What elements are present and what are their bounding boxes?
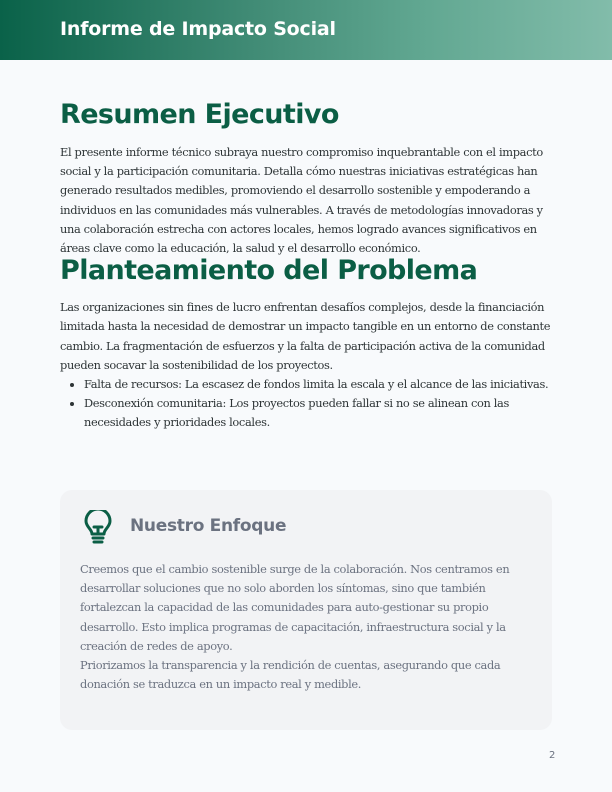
callout-paragraph: Creemos que el cambio sostenible surge de la colaboración. Nos centramos en desarrollar soluciones que no solo aborden los síntomas, sino que también fortalezcan la capacidad de las comunidades para auto-gestionar su propio desarrollo. Esto implica programas de capacitación, infraestructura social y la creación de redes de apoyo. — [80, 562, 510, 653]
approach-callout — [60, 490, 552, 730]
bullet-text: Los proyectos pueden fallar si no se alinean con las necesidades y prioridades locales. — [84, 396, 509, 430]
header-title: Informe de Impacto Social — [60, 18, 336, 40]
page-header — [0, 0, 612, 60]
callout-paragraph: Priorizamos la transparencia y la rendición de cuentas, asegurando que cada donación se traduzca en un impacto real y medible. — [80, 658, 501, 692]
list-item — [68, 394, 552, 432]
section-paragraph: Las organizaciones sin fines de lucro enfrentan desafíos complejos, desde la financiación limitada hasta la necesidad de demostrar un impacto tangible en un entorno de constante cambio. La fragmentación de esfuerzos y la falta de participación activa de la comunidad pueden socavar la sostenibilidad de los proyectos. — [60, 300, 551, 372]
callout-body — [80, 560, 540, 694]
lightbulb-icon — [82, 510, 114, 546]
bullet-label: Falta de recursos: — [84, 377, 182, 392]
section-problem-statement — [60, 252, 552, 432]
main-content — [60, 96, 552, 433]
bullet-text: La escasez de fondos limita la escala y el alcance de las iniciativas. — [181, 377, 549, 392]
section-executive-summary — [60, 96, 552, 258]
section-title: Resumen Ejecutivo — [60, 99, 339, 130]
section-paragraph: El presente informe técnico subraya nuestro compromiso inquebrantable con el impacto social y la participación comunitaria. Detalla cómo nuestras iniciativas estratégicas han generado resultados medibles, promoviendo el desarrollo sostenible y empoderando a individuos en las comunidades más vulnerables. A través de metodologías innovadoras y una colaboración estrecha con actores locales, hemos logrado avances significativos en áreas clave como la educación, la salud y el desarrollo económico. — [60, 145, 543, 256]
callout-title: Nuestro Enfoque — [130, 516, 287, 536]
list-item — [68, 375, 552, 394]
page-number: 2 — [549, 750, 556, 761]
bullet-list — [68, 375, 552, 433]
bullet-label: Desconexión comunitaria: — [84, 396, 226, 411]
section-title: Planteamiento del Problema — [60, 255, 478, 287]
